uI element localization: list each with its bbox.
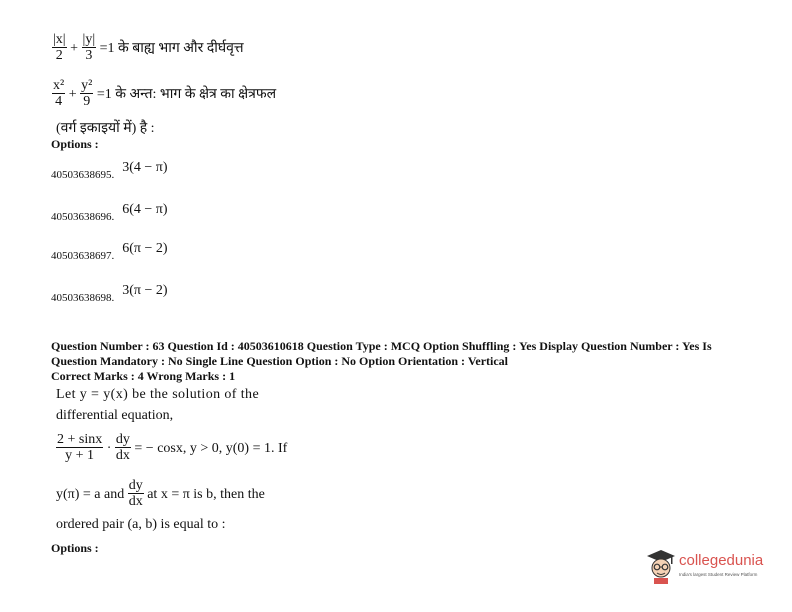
- option-id: 40503638696.: [51, 211, 115, 223]
- meta-line: Question Mandatory : No Single Line Question Option : No Option Orientation : Vertical: [51, 354, 509, 368]
- fraction: [56, 432, 103, 465]
- numerator: dy: [115, 432, 130, 447]
- denominator: 2: [55, 48, 63, 64]
- numerator: |x|: [53, 32, 66, 47]
- fraction: [80, 78, 93, 111]
- fraction: [52, 78, 65, 111]
- fraction: [115, 432, 131, 465]
- q63-line2: differential equation,: [56, 408, 174, 423]
- options-label: Options :: [51, 541, 99, 555]
- collegedunia-logo: [646, 548, 768, 588]
- numerator: y²: [81, 78, 93, 93]
- denominator: dx: [128, 494, 143, 510]
- option-row[interactable]: [51, 239, 168, 262]
- question-meta: [51, 339, 751, 384]
- numerator: 2 + sinx: [57, 432, 103, 447]
- plus-sign: +: [70, 40, 79, 56]
- option-value: 3(4 − π): [122, 160, 168, 175]
- option-id: 40503638695.: [51, 169, 115, 181]
- option-id: 40503638697.: [51, 250, 115, 262]
- q63-equation: [56, 432, 287, 465]
- question-text: y(π) = a and: [56, 486, 125, 502]
- option-row[interactable]: [51, 281, 168, 304]
- equation-text: = − cosx, y > 0, y(0) = 1. If: [134, 440, 288, 456]
- options-label: Options :: [51, 137, 99, 151]
- plus-sign: +: [68, 86, 77, 102]
- fraction: [128, 478, 144, 511]
- logo-tagline: India's largest Student Review Platform: [679, 572, 758, 577]
- graduate-mascot-icon: [646, 548, 676, 584]
- equation-text: =1: [96, 86, 112, 102]
- logo-name: collegedunia: [679, 552, 764, 569]
- question-text: के बाह्य भाग और दीर्घवृत्त: [118, 40, 244, 56]
- numerator: dy: [128, 478, 143, 493]
- question-text: at x = π is b, then the: [147, 486, 265, 502]
- numerator: x²: [53, 78, 65, 93]
- question-text: के अन्त: भाग के क्षेत्र का क्षेत्रफल: [115, 86, 277, 102]
- fraction: [82, 32, 97, 65]
- q62-line2: [52, 78, 276, 111]
- denominator: 3: [85, 48, 93, 64]
- option-value: 6(4 − π): [122, 202, 168, 217]
- q62-line1: [52, 32, 244, 65]
- denominator: y + 1: [65, 448, 95, 464]
- q63-line5: ordered pair (a, b) is equal to :: [56, 517, 226, 532]
- option-id: 40503638698.: [51, 292, 115, 304]
- equation-text: =1: [99, 40, 115, 56]
- option-row[interactable]: [51, 158, 168, 181]
- marks-line: Correct Marks : 4 Wrong Marks : 1: [51, 369, 236, 383]
- q62-line3: (वर्ग इकाइयों में) है :: [56, 121, 155, 136]
- numerator: |y|: [82, 32, 96, 47]
- q63-line1: Let y = y(x) be the solution of the: [56, 387, 260, 402]
- fraction: [52, 32, 67, 65]
- option-row[interactable]: [51, 200, 168, 223]
- option-value: 3(π − 2): [122, 283, 168, 298]
- meta-line: Question Number : 63 Question Id : 40503610618 Question Type : MCQ Option Shuffling : Yes Display Question Number : Yes Is: [51, 339, 712, 353]
- denominator: dx: [115, 448, 130, 464]
- dot-operator: ·: [106, 440, 112, 456]
- denominator: 4: [55, 94, 63, 110]
- q63-line4: [56, 478, 265, 511]
- denominator: 9: [83, 94, 91, 110]
- option-value: 6(π − 2): [122, 241, 168, 256]
